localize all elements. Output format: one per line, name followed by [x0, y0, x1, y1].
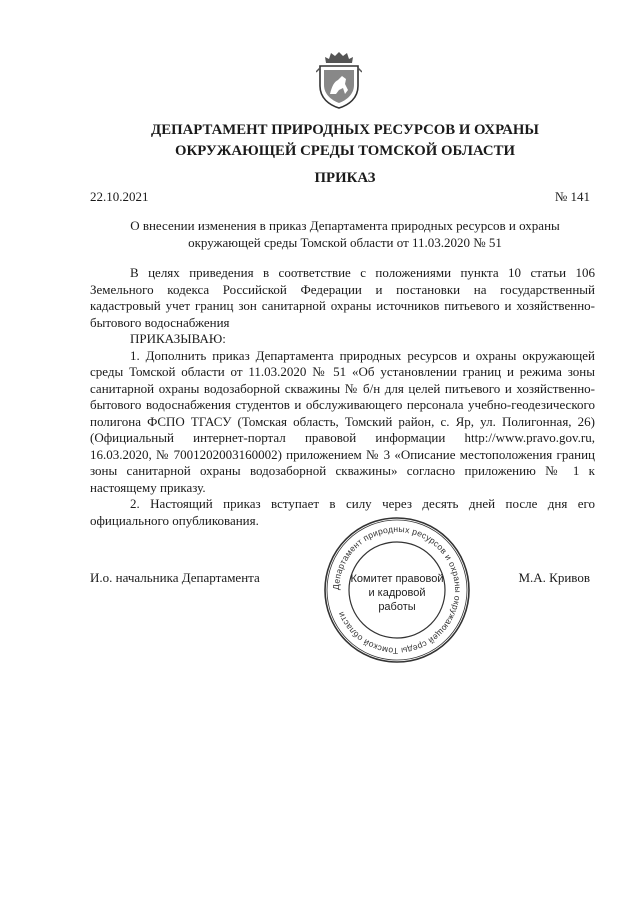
order-body — [90, 265, 595, 529]
signatory-position: И.о. начальника Департамента — [90, 570, 260, 585]
order-number: № 141 — [554, 189, 590, 204]
department-line-2: ОКРУЖАЮЩЕЙ СРЕДЫ ТОМСКОЙ ОБЛАСТИ — [175, 143, 515, 159]
order-item-2: 2. Настоящий приказ вступает в силу через десять дней после дня его официального опубликования. — [90, 496, 595, 528]
stamp-line-3: работы — [378, 601, 416, 613]
order-item-1: 1. Дополнить приказ Департамента природных ресурсов и охраны окружающей среды Томской области от 11.03.2020 № 51 «Об установлении границ и режима зоны санитарной охраны водозаборной скважины № б/н для целей питьевого и хозяйственно-бытового водоснабжения студентов и обслуживающего персонала учебно-геодезического полигона ФСПО ТГАСУ (Томская область, Томский район, с. Яр, ул. Полигонная, 26) (Официальный интернет-портал правовой информации http://www.pravo.gov.ru, 16.03.2020, № 7001202003160002) приложением № 3 «Описание местоположения границ зоны санитарной охраны водозаборной скважины» согласно приложению № 1 к настоящему приказу. — [90, 347, 595, 495]
stamp-line-2: и кадровой — [368, 587, 426, 599]
order-word: ПРИКАЗЫВАЮ: — [130, 331, 226, 346]
tomsk-coat-of-arms-icon — [316, 50, 362, 110]
preamble-paragraph: В целях приведения в соответствие с положениями пункта 10 статьи 106 Земельного кодекса Российской Федерации и постановки на государственный кадастровый учет границ зон санитарной охраны источников питьевого и хозяйственно-бытового водоснабжения — [90, 265, 595, 330]
order-date: 22.10.2021 — [90, 189, 149, 204]
stamp-ring-text: Департамент природных ресурсов и охраны окружающей среды Томской области — [330, 523, 464, 657]
order-subject — [90, 217, 600, 251]
stamp-line-1: Комитет правовой — [350, 573, 444, 585]
document-type: ПРИКАЗ — [314, 170, 376, 186]
department-name — [90, 120, 600, 162]
subject-line-1: О внесении изменения в приказ Департамента природных ресурсов и охраны — [130, 218, 560, 233]
subject-line-2: окружающей среды Томской области от 11.03.2020 № 51 — [188, 235, 502, 250]
stamp-center-text — [322, 572, 472, 614]
signatory-name: М.А. Кривов — [518, 570, 590, 585]
department-line-1: ДЕПАРТАМЕНТ ПРИРОДНЫХ РЕСУРСОВ И ОХРАНЫ — [151, 122, 539, 138]
